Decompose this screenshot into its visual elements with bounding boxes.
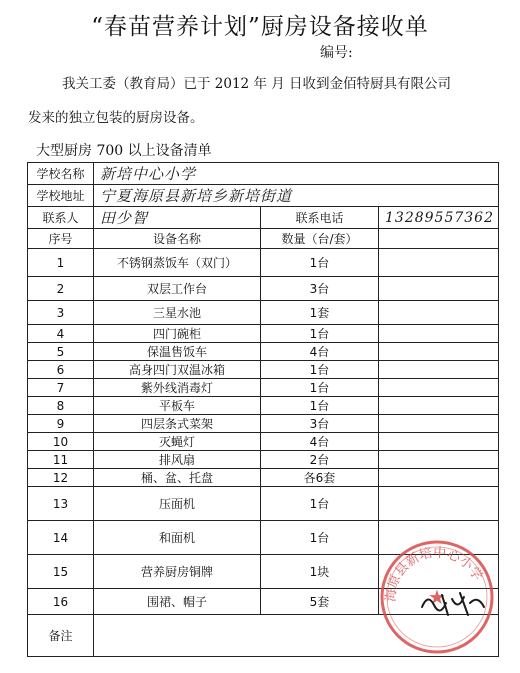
equipment-name: 压面机 — [94, 487, 261, 521]
equipment-row — [28, 277, 499, 301]
contact-row — [28, 207, 499, 229]
equipment-blank — [379, 379, 499, 397]
equipment-no: 7 — [28, 379, 94, 397]
col-header-blank — [379, 229, 499, 249]
equipment-row — [28, 379, 499, 397]
equipment-no: 15 — [28, 555, 94, 589]
equipment-row — [28, 343, 499, 361]
col-header-no: 序号 — [28, 229, 94, 249]
equipment-qty: 各6套 — [261, 469, 379, 487]
equipment-blank — [379, 343, 499, 361]
col-header-name: 设备名称 — [94, 229, 261, 249]
equipment-blank — [379, 487, 499, 521]
equipment-qty: 1块 — [261, 555, 379, 589]
equipment-no: 9 — [28, 415, 94, 433]
equipment-name: 四层条式菜架 — [94, 415, 261, 433]
equipment-no: 16 — [28, 589, 94, 615]
equipment-row — [28, 301, 499, 325]
school-name-label: 学校名称 — [28, 163, 94, 185]
equipment-name: 灭蝇灯 — [94, 433, 261, 451]
school-name-row — [28, 163, 499, 185]
equipment-qty: 4台 — [261, 433, 379, 451]
equipment-blank — [379, 397, 499, 415]
equipment-list-heading: 大型厨房 700 以上设备清单 — [36, 143, 212, 159]
equipment-no: 12 — [28, 469, 94, 487]
contact-value: 田少智 — [94, 207, 261, 229]
equipment-row — [28, 451, 499, 469]
equipment-qty: 1台 — [261, 487, 379, 521]
equipment-no: 10 — [28, 433, 94, 451]
svg-text:★: ★ — [428, 585, 446, 609]
equipment-qty: 1台 — [261, 379, 379, 397]
equipment-qty: 1台 — [261, 361, 379, 379]
equipment-blank — [379, 433, 499, 451]
school-address-value: 宁夏海原县新培乡新培街道 — [94, 185, 499, 207]
equipment-no: 3 — [28, 301, 94, 325]
column-header-row — [28, 229, 499, 249]
equipment-no: 11 — [28, 451, 94, 469]
equipment-name: 不锈钢蒸饭车（双门） — [94, 249, 261, 277]
school-address-label: 学校地址 — [28, 185, 94, 207]
school-address-row — [28, 185, 499, 207]
equipment-name: 营养厨房铜牌 — [94, 555, 261, 589]
equipment-qty: 1台 — [261, 521, 379, 555]
equipment-no: 2 — [28, 277, 94, 301]
equipment-no: 6 — [28, 361, 94, 379]
equipment-blank — [379, 469, 499, 487]
equipment-name: 紫外线消毒灯 — [94, 379, 261, 397]
equipment-qty: 3台 — [261, 415, 379, 433]
equipment-no: 5 — [28, 343, 94, 361]
equipment-name: 和面机 — [94, 521, 261, 555]
equipment-name: 保温售饭车 — [94, 343, 261, 361]
equipment-qty: 1台 — [261, 397, 379, 415]
equipment-no: 8 — [28, 397, 94, 415]
equipment-blank — [379, 301, 499, 325]
serial-number-label: 编号: — [320, 45, 353, 61]
equipment-row — [28, 325, 499, 343]
svg-text:海原县新培中心小学: 海原县新培中心小学 — [383, 545, 485, 603]
contact-label: 联系人 — [28, 207, 94, 229]
phone-label: 联系电话 — [261, 207, 379, 229]
equipment-no: 4 — [28, 325, 94, 343]
equipment-row — [28, 249, 499, 277]
school-name-value: 新培中心小学 — [94, 163, 499, 185]
receipt-statement-line2: 发来的独立包装的厨房设备。 — [28, 110, 204, 126]
document-title: “春苗营养计划”厨房设备接收单 — [91, 14, 429, 40]
equipment-blank — [379, 277, 499, 301]
signature-handwriting — [418, 585, 488, 621]
col-header-qty: 数量（台/套） — [261, 229, 379, 249]
equipment-blank — [379, 249, 499, 277]
remark-label: 备注 — [28, 615, 94, 657]
equipment-qty: 2台 — [261, 451, 379, 469]
equipment-row — [28, 415, 499, 433]
equipment-name: 四门碗柜 — [94, 325, 261, 343]
equipment-qty: 5套 — [261, 589, 379, 615]
equipment-no: 1 — [28, 249, 94, 277]
equipment-blank — [379, 361, 499, 379]
equipment-qty: 3台 — [261, 277, 379, 301]
equipment-qty: 1台 — [261, 325, 379, 343]
equipment-no: 13 — [28, 487, 94, 521]
equipment-row — [28, 433, 499, 451]
equipment-row — [28, 469, 499, 487]
equipment-row — [28, 487, 499, 521]
equipment-blank — [379, 325, 499, 343]
receipt-statement-line1: 我关工委（教育局）已于 2012 年 月 日收到金佰特厨具有限公司 — [62, 76, 452, 92]
equipment-qty: 1套 — [261, 301, 379, 325]
equipment-blank — [379, 451, 499, 469]
equipment-no: 14 — [28, 521, 94, 555]
equipment-qty: 1台 — [261, 249, 379, 277]
equipment-row — [28, 361, 499, 379]
equipment-row — [28, 397, 499, 415]
equipment-name: 三星水池 — [94, 301, 261, 325]
phone-value: 13289557362 — [379, 207, 499, 229]
equipment-name: 桶、盆、托盘 — [94, 469, 261, 487]
equipment-name: 排风扇 — [94, 451, 261, 469]
equipment-name: 双层工作台 — [94, 277, 261, 301]
equipment-name: 围裙、帽子 — [94, 589, 261, 615]
equipment-blank — [379, 415, 499, 433]
equipment-name: 平板车 — [94, 397, 261, 415]
equipment-name: 高身四门双温冰箱 — [94, 361, 261, 379]
equipment-qty: 4台 — [261, 343, 379, 361]
